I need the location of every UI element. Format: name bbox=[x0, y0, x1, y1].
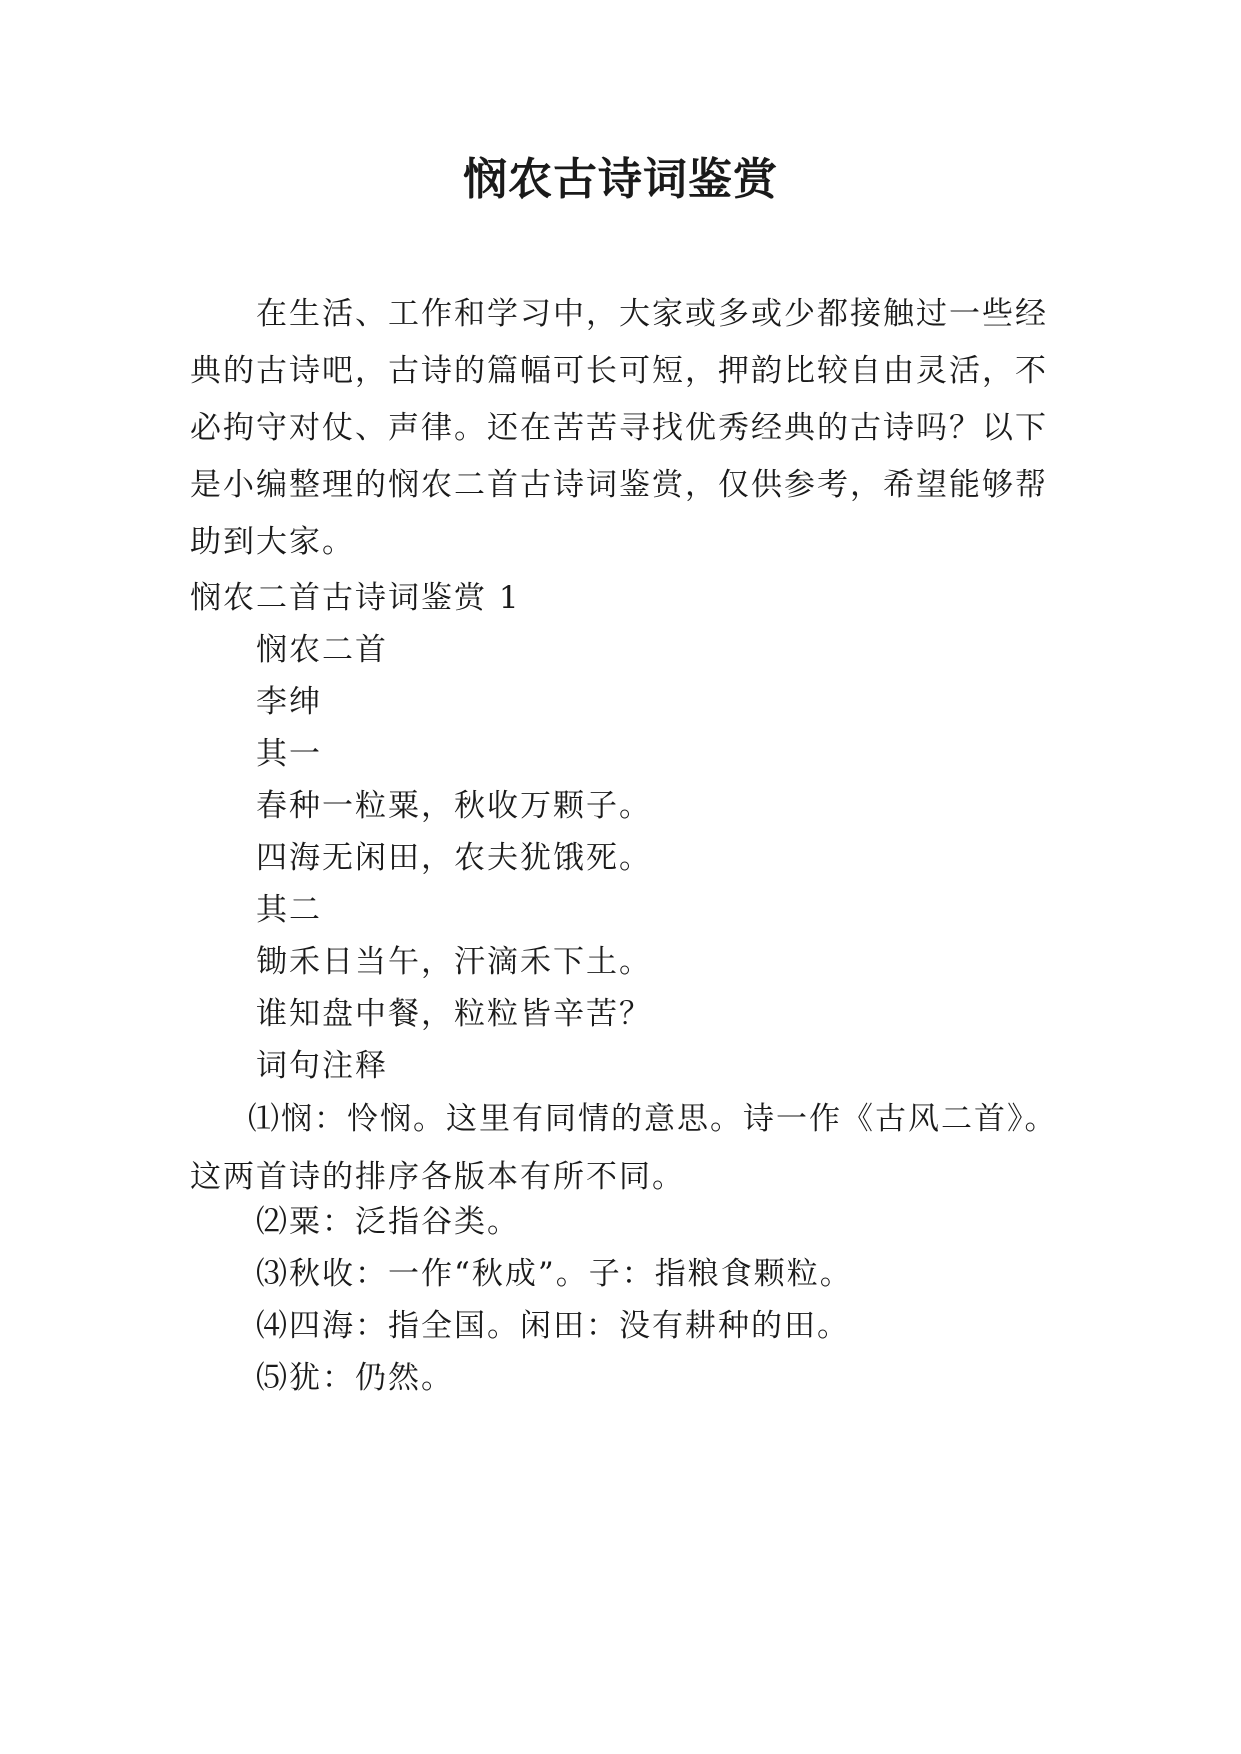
note-item: ⑸犹：仍然。 bbox=[256, 1360, 454, 1396]
poem-title: 悯农二首 bbox=[256, 632, 388, 668]
note-item: ⑴悯：怜悯。这里有同情的意思。诗一作《古风二首》。这两首诗的排序各版本有所不同。 bbox=[190, 1101, 1058, 1195]
intro-paragraph: 在生活、工作和学习中，大家或多或少都接触过一些经典的古诗吧，古诗的篇幅可长可短，押韵比较自由灵活，不必拘守对仗、声律。还在苦苦寻找优秀经典的古诗吗？以下是小编整理的悯农二首古诗词鉴赏，仅供参考，希望能够帮助到大家。 bbox=[190, 296, 1048, 560]
poem-part2-line1: 锄禾日当午，汗滴禾下土。 bbox=[256, 944, 652, 980]
poem-part2-label: 其二 bbox=[256, 892, 322, 928]
poem-part2-line2: 谁知盘中餐，粒粒皆辛苦？ bbox=[256, 996, 652, 1032]
note-item: ⑵粟：泛指谷类。 bbox=[256, 1204, 520, 1240]
notes-heading: 词句注释 bbox=[256, 1048, 388, 1084]
poem-part1-line1: 春种一粒粟，秋收万颗子。 bbox=[256, 788, 652, 824]
poem-part1-label: 其一 bbox=[256, 736, 322, 772]
poem-author: 李绅 bbox=[256, 684, 322, 720]
note-item: ⑶秋收：一作“秋成”。子：指粮食颗粒。 bbox=[256, 1256, 853, 1292]
poem-part1-line2: 四海无闲田，农夫犹饿死。 bbox=[256, 840, 652, 876]
section-heading: 悯农二首古诗词鉴赏 1 bbox=[190, 580, 521, 616]
page-title: 悯农古诗词鉴赏 bbox=[463, 154, 778, 205]
note-item: ⑷四海：指全国。闲田：没有耕种的田。 bbox=[256, 1308, 850, 1344]
